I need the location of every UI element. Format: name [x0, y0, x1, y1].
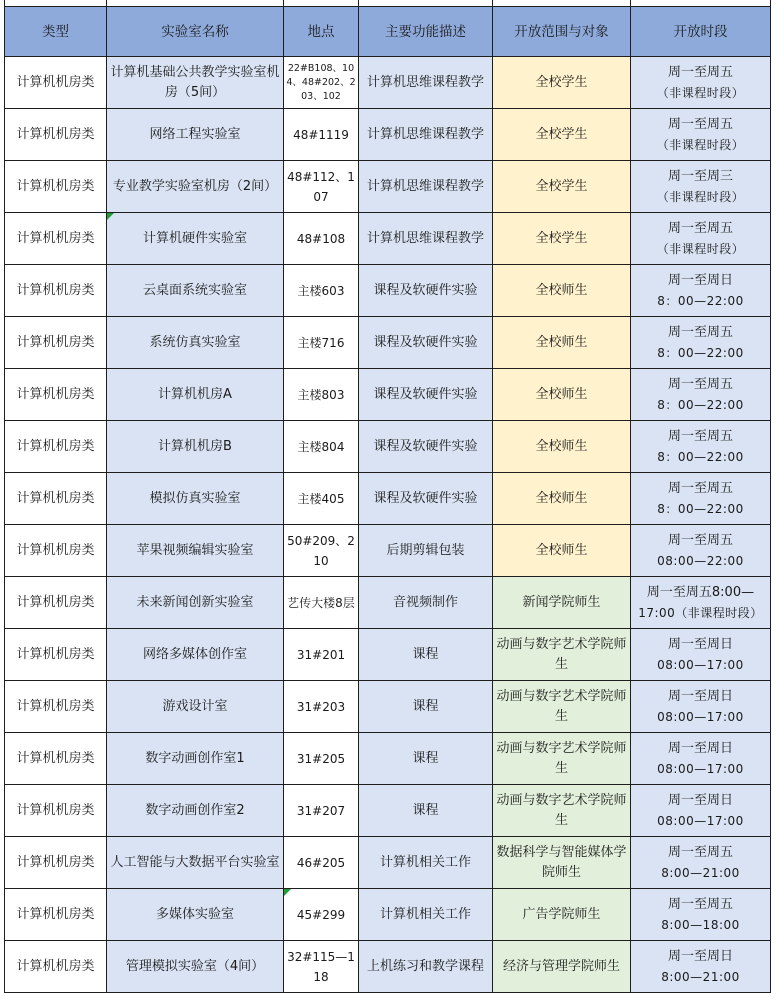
table-row	[5, 941, 771, 993]
open-time-hours: 8:00—21:00	[661, 865, 740, 880]
open-time-hours: 8：00—22:00	[657, 501, 744, 516]
open-time-hours: 08:00—17:00	[657, 657, 744, 672]
open-time-days: 周一至周五	[667, 324, 733, 340]
cell-open-time	[631, 57, 771, 109]
header-row	[5, 7, 771, 57]
cell-function: 音视频制作	[359, 577, 493, 629]
cell-scope: 全校师生	[493, 421, 631, 473]
cell-scope: 全校学生	[493, 57, 631, 109]
open-time-days: 周一至周五	[667, 220, 733, 236]
cell-scope: 广告学院师生	[493, 889, 631, 941]
header-function: 主要功能描述	[359, 7, 493, 57]
cell-location: 主楼716	[284, 317, 359, 369]
table-row	[5, 57, 771, 109]
cell-open-time	[631, 265, 771, 317]
cell-type: 计算机机房类	[5, 733, 107, 785]
cell-type: 计算机机房类	[5, 317, 107, 369]
cell-open-time	[631, 369, 771, 421]
open-time-hours: 8:00—21:00	[661, 969, 740, 984]
cell-open-time	[631, 421, 771, 473]
open-time-hours: 08:00—17:00	[657, 761, 744, 776]
cell-type: 计算机机房类	[5, 161, 107, 213]
cell-lab-name: 计算机机房A	[107, 369, 284, 421]
cell-function: 课程及软硬件实验	[359, 369, 493, 421]
table-row	[5, 421, 771, 473]
open-time-days: 周一至周日	[667, 272, 733, 288]
cell-location: 31#205	[284, 733, 359, 785]
cell-open-time	[631, 629, 771, 681]
cell-scope: 全校师生	[493, 525, 631, 577]
open-time-days: 周一至周日	[667, 740, 733, 756]
open-time-hours: 8：00—22:00	[657, 397, 744, 412]
open-time-hours: （非课程时段）	[656, 241, 745, 256]
cell-scope: 全校师生	[493, 265, 631, 317]
table-row	[5, 525, 771, 577]
cell-scope: 全校师生	[493, 317, 631, 369]
header-time: 开放时段	[631, 7, 771, 57]
cell-open-time	[631, 941, 771, 993]
cell-type: 计算机机房类	[5, 525, 107, 577]
open-time-days: 周一至周五	[667, 532, 733, 548]
cell-lab-name: 游戏设计室	[107, 681, 284, 733]
cell-lab-name: 计算机机房B	[107, 421, 284, 473]
cell-location: 46#205	[284, 837, 359, 889]
lab-table	[4, 6, 771, 993]
header-scope: 开放范围与对象	[493, 7, 631, 57]
table-row	[5, 317, 771, 369]
open-time-hours: （非课程时段）	[656, 85, 745, 100]
cell-open-time	[631, 837, 771, 889]
open-time-days: 周一至周五8:00—	[646, 584, 755, 600]
cell-type: 计算机机房类	[5, 265, 107, 317]
cell-location: 31#207	[284, 785, 359, 837]
table-row	[5, 629, 771, 681]
cell-location: 48#108	[284, 213, 359, 265]
table-row	[5, 577, 771, 629]
cell-type: 计算机机房类	[5, 109, 107, 161]
cell-location: 艺传大楼8层	[284, 577, 359, 629]
cell-location: 主楼405	[284, 473, 359, 525]
open-time-days: 周一至周五	[667, 480, 733, 496]
cell-open-time	[631, 733, 771, 785]
cell-open-time	[631, 785, 771, 837]
cell-scope: 新闻学院师生	[493, 577, 631, 629]
open-time-days: 周一至周日	[667, 792, 733, 808]
cell-function: 课程及软硬件实验	[359, 265, 493, 317]
cell-scope: 动画与数字艺术学院师生	[493, 681, 631, 733]
cell-location: 32#115—118	[284, 941, 359, 993]
cell-function: 后期剪辑包装	[359, 525, 493, 577]
cell-lab-name: 计算机基础公共教学实验室机房（5间）	[107, 57, 284, 109]
cell-function: 上机练习和教学课程	[359, 941, 493, 993]
cell-lab-name: 数字动画创作室1	[107, 733, 284, 785]
header-type: 类型	[5, 7, 107, 57]
table-row	[5, 733, 771, 785]
cell-function: 计算机思维课程教学	[359, 109, 493, 161]
cell-scope: 数据科学与智能媒体学院师生	[493, 837, 631, 889]
cell-location: 22#B108、104、48#202、203、102	[284, 57, 359, 109]
cell-type: 计算机机房类	[5, 889, 107, 941]
cell-open-time	[631, 109, 771, 161]
cell-type: 计算机机房类	[5, 57, 107, 109]
open-time-hours: 08:00—17:00	[657, 813, 744, 828]
cell-function: 课程	[359, 629, 493, 681]
table-row	[5, 681, 771, 733]
cell-type: 计算机机房类	[5, 369, 107, 421]
cell-lab-name: 苹果视频编辑实验室	[107, 525, 284, 577]
cell-lab-name: 专业教学实验室机房（2间）	[107, 161, 284, 213]
open-time-days: 周一至周五	[667, 64, 733, 80]
cell-open-time	[631, 213, 771, 265]
cell-open-time	[631, 473, 771, 525]
open-time-days: 周一至周日	[667, 688, 733, 704]
cell-scope: 全校学生	[493, 161, 631, 213]
cell-function: 计算机思维课程教学	[359, 213, 493, 265]
cell-function: 计算机相关工作	[359, 837, 493, 889]
cell-location: 48#1119	[284, 109, 359, 161]
cell-lab-name: 多媒体实验室	[107, 889, 284, 941]
header-name: 实验室名称	[107, 7, 284, 57]
cell-open-time	[631, 525, 771, 577]
open-time-hours: 8:00—18:00	[661, 917, 740, 932]
open-time-days: 周一至周三	[667, 168, 733, 184]
cell-function: 计算机思维课程教学	[359, 161, 493, 213]
cell-location: 主楼603	[284, 265, 359, 317]
cell-type: 计算机机房类	[5, 421, 107, 473]
cell-lab-name: 系统仿真实验室	[107, 317, 284, 369]
table-row	[5, 265, 771, 317]
table-row	[5, 109, 771, 161]
cell-open-time	[631, 161, 771, 213]
table-row	[5, 213, 771, 265]
table-row	[5, 161, 771, 213]
cell-function: 计算机相关工作	[359, 889, 493, 941]
cell-scope: 经济与管理学院师生	[493, 941, 631, 993]
cell-type: 计算机机房类	[5, 785, 107, 837]
cell-lab-name: 网络多媒体创作室	[107, 629, 284, 681]
cell-scope: 动画与数字艺术学院师生	[493, 629, 631, 681]
cell-open-time	[631, 317, 771, 369]
cell-scope: 全校学生	[493, 213, 631, 265]
cell-function: 课程	[359, 785, 493, 837]
cell-lab-name: 网络工程实验室	[107, 109, 284, 161]
cell-scope: 动画与数字艺术学院师生	[493, 785, 631, 837]
cell-open-time	[631, 681, 771, 733]
header-location: 地点	[284, 7, 359, 57]
cell-scope: 全校学生	[493, 109, 631, 161]
cell-function: 计算机思维课程教学	[359, 57, 493, 109]
table-row	[5, 785, 771, 837]
cell-scope: 全校师生	[493, 369, 631, 421]
cell-location: 31#201	[284, 629, 359, 681]
cell-type: 计算机机房类	[5, 577, 107, 629]
cell-lab-name: 计算机硬件实验室	[107, 213, 284, 265]
cell-scope: 动画与数字艺术学院师生	[493, 733, 631, 785]
cell-type: 计算机机房类	[5, 941, 107, 993]
open-time-days: 周一至周五	[667, 428, 733, 444]
cell-open-time	[631, 577, 771, 629]
open-time-hours: 17:00（非课程时段）	[638, 605, 763, 620]
cell-open-time	[631, 889, 771, 941]
open-time-hours: （非课程时段）	[656, 189, 745, 204]
cell-location: 主楼803	[284, 369, 359, 421]
open-time-days: 周一至周五	[667, 376, 733, 392]
cell-lab-name: 云桌面系统实验室	[107, 265, 284, 317]
cell-lab-name: 未来新闻创新实验室	[107, 577, 284, 629]
cell-type: 计算机机房类	[5, 681, 107, 733]
cell-location: 50#209、210	[284, 525, 359, 577]
open-time-hours: 08:00—22:00	[657, 553, 744, 568]
open-time-days: 周一至周日	[667, 948, 733, 964]
cell-type: 计算机机房类	[5, 629, 107, 681]
table-row	[5, 369, 771, 421]
open-time-hours: 08:00—17:00	[657, 709, 744, 724]
open-time-hours: 8：00—22:00	[657, 449, 744, 464]
open-time-days: 周一至周日	[667, 636, 733, 652]
cell-location: 45#299	[284, 889, 359, 941]
cell-type: 计算机机房类	[5, 473, 107, 525]
table-row	[5, 473, 771, 525]
cell-function: 课程	[359, 733, 493, 785]
open-time-hours: 8：00—22:00	[657, 293, 744, 308]
table-row	[5, 837, 771, 889]
cell-lab-name: 人工智能与大数据平台实验室	[107, 837, 284, 889]
cell-function: 课程及软硬件实验	[359, 473, 493, 525]
open-time-hours: 8：00—22:00	[657, 345, 744, 360]
open-time-days: 周一至周五	[667, 844, 733, 860]
cell-location: 主楼804	[284, 421, 359, 473]
cell-location: 48#112、107	[284, 161, 359, 213]
cell-lab-name: 模拟仿真实验室	[107, 473, 284, 525]
open-time-days: 周一至周五	[667, 896, 733, 912]
cell-function: 课程	[359, 681, 493, 733]
cell-scope: 全校师生	[493, 473, 631, 525]
table-row	[5, 889, 771, 941]
cell-lab-name: 管理模拟实验室（4间）	[107, 941, 284, 993]
cell-function: 课程及软硬件实验	[359, 421, 493, 473]
cell-type: 计算机机房类	[5, 837, 107, 889]
cell-location: 31#203	[284, 681, 359, 733]
cell-lab-name: 数字动画创作室2	[107, 785, 284, 837]
open-time-hours: （非课程时段）	[656, 137, 745, 152]
open-time-days: 周一至周五	[667, 116, 733, 132]
cell-type: 计算机机房类	[5, 213, 107, 265]
cell-function: 课程及软硬件实验	[359, 317, 493, 369]
